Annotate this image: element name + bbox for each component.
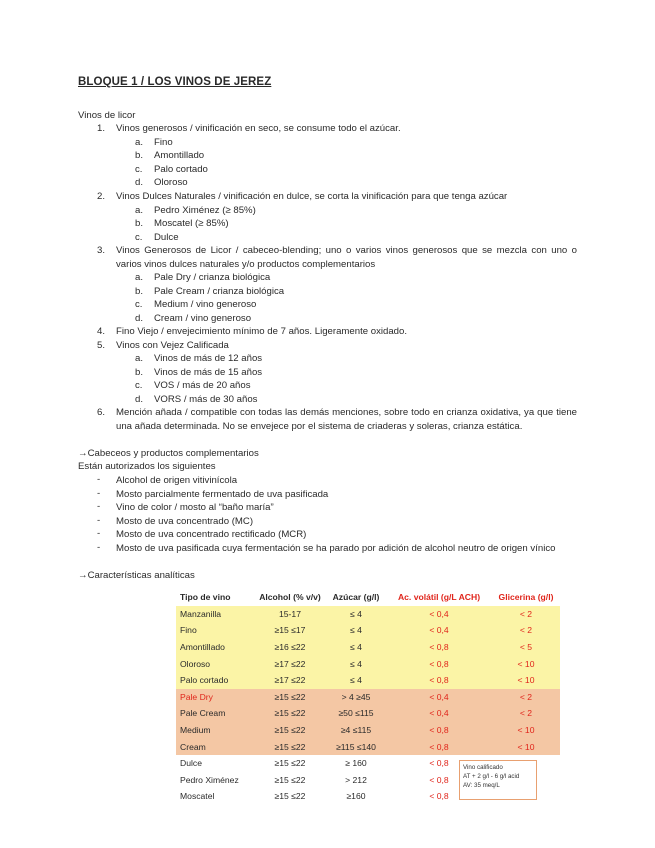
sublist-item: Vinos de más de 12 años xyxy=(154,353,263,364)
sublist-item: Pale Dry / crianza biológica xyxy=(154,272,271,283)
list-number: 3. xyxy=(97,245,106,256)
cell-type: Dulce xyxy=(176,755,254,772)
note-line: AV: 35 meq/L xyxy=(463,782,500,789)
cell-sugar: ≤ 4 xyxy=(326,622,386,639)
list-item: Mención añada / compatible con todas las demás menciones, sobre todo en crianza oxidativa, ya que tiene una añada determinada. No se envejece por el sistema de criaderas y soleras, crianza estática. xyxy=(116,407,577,432)
cell-volatile: < 0,8 xyxy=(386,772,492,789)
dash-bullet: - xyxy=(97,542,101,553)
table-note-box xyxy=(459,760,537,800)
cell-alcohol: ≥15 ≤22 xyxy=(254,705,326,722)
sublist-letter: a. xyxy=(135,205,144,216)
cell-glycerin: < 2 xyxy=(492,606,560,623)
column-header: Glicerina (g/l) xyxy=(492,589,560,606)
table-row xyxy=(176,689,560,706)
cell-sugar: > 212 xyxy=(326,772,386,789)
cell-volatile: < 0,4 xyxy=(386,606,492,623)
dash-item: Mosto de uva concentrado rectificado (MCR) xyxy=(116,529,307,540)
table-row xyxy=(176,722,560,739)
sublist-item: Oloroso xyxy=(154,177,188,188)
sublist-letter: d. xyxy=(135,313,144,324)
dash-item: Mosto de uva concentrado (MC) xyxy=(116,516,254,527)
cell-type: Fino xyxy=(176,622,254,639)
section-heading: Vinos de licor xyxy=(78,110,136,121)
table-row xyxy=(176,606,560,623)
list-item: Vinos con Vejez Calificada xyxy=(116,340,229,351)
sublist-letter: b. xyxy=(135,367,144,378)
dash-item: Mosto de uva pasificada cuya fermentación se ha parado por adición de alcohol neutro de origen vínico xyxy=(116,543,556,554)
table-row xyxy=(176,639,560,656)
cell-sugar: ≥160 xyxy=(326,788,386,805)
sublist-item: Cream / vino generoso xyxy=(154,313,252,324)
cell-type: Manzanilla xyxy=(176,606,254,623)
dash-item: Mosto parcialmente fermentado de uva pasificada xyxy=(116,489,329,500)
table-row xyxy=(176,738,560,755)
column-header: Alcohol (% v/v) xyxy=(254,589,326,606)
cell-sugar: ≤ 4 xyxy=(326,655,386,672)
sublist-item: Pale Cream / crianza biológica xyxy=(154,286,285,297)
cell-type: Pale Dry xyxy=(176,689,254,706)
sublist-item: Dulce xyxy=(154,232,179,243)
sublist-letter: a. xyxy=(135,137,144,148)
column-header: Tipo de vino xyxy=(176,589,254,606)
cell-sugar: ≤ 4 xyxy=(326,606,386,623)
sublist-letter: d. xyxy=(135,177,144,188)
cell-type: Amontillado xyxy=(176,639,254,656)
cell-glycerin: < 10 xyxy=(492,738,560,755)
cell-type: Moscatel xyxy=(176,788,254,805)
sublist-letter: b. xyxy=(135,150,144,161)
list-number: 5. xyxy=(97,340,106,351)
cell-volatile: < 0,8 xyxy=(386,722,492,739)
table-row xyxy=(176,672,560,689)
section-heading: →Características analíticas xyxy=(78,570,195,581)
list-item: Vinos Generosos de Licor / cabeceo-blending; uno o varios vinos generosos que se mezcla con uno o varios vinos dulces naturales y/o productos complementarios xyxy=(116,245,577,270)
cell-alcohol: ≥15 ≤22 xyxy=(254,722,326,739)
column-header: Ac. volátil (g/L ACH) xyxy=(386,589,492,606)
cell-type: Oloroso xyxy=(176,655,254,672)
cell-glycerin: < 10 xyxy=(492,672,560,689)
sublist-letter: b. xyxy=(135,218,144,229)
cell-sugar: ≥50 ≤115 xyxy=(326,705,386,722)
cell-volatile: < 0,4 xyxy=(386,622,492,639)
cell-alcohol: ≥15 ≤22 xyxy=(254,738,326,755)
list-item: Vinos generosos / vinificación en seco, se consume todo el azúcar. xyxy=(116,123,401,134)
sublist-item: VOS / más de 20 años xyxy=(154,380,251,391)
cell-type: Cream xyxy=(176,738,254,755)
list-number: 1. xyxy=(97,123,106,134)
cell-glycerin: < 5 xyxy=(492,639,560,656)
sublist-letter: c. xyxy=(135,164,143,175)
dash-bullet: - xyxy=(97,501,101,512)
sublist-letter: d. xyxy=(135,394,144,405)
cell-glycerin: < 10 xyxy=(492,722,560,739)
cell-alcohol: ≥15 ≤22 xyxy=(254,788,326,805)
cell-glycerin: < 10 xyxy=(492,655,560,672)
cell-volatile: < 0,8 xyxy=(386,738,492,755)
sublist-item: Pedro Ximénez (≥ 85%) xyxy=(154,205,256,216)
list-item: Vinos Dulces Naturales / vinificación en dulce, se corta la vinificación para que tenga azúcar xyxy=(116,191,508,202)
cell-alcohol: ≥17 ≤22 xyxy=(254,672,326,689)
page-title: BLOQUE 1 / LOS VINOS DE JEREZ xyxy=(78,76,272,88)
sublist-letter: a. xyxy=(135,353,144,364)
cell-glycerin: < 2 xyxy=(492,689,560,706)
cell-volatile: < 0,8 xyxy=(386,655,492,672)
sublist-item: VORS / más de 30 años xyxy=(154,394,258,405)
cell-sugar: ≤ 4 xyxy=(326,672,386,689)
sublist-letter: c. xyxy=(135,299,143,310)
cell-alcohol: ≥15 ≤22 xyxy=(254,689,326,706)
table-row xyxy=(176,655,560,672)
cell-volatile: < 0,4 xyxy=(386,705,492,722)
cell-sugar: ≥ 160 xyxy=(326,755,386,772)
cell-volatile: < 0,8 xyxy=(386,755,492,772)
sublist-letter: c. xyxy=(135,232,143,243)
list-number: 6. xyxy=(97,407,106,418)
note-line: AT + 2 g/l - 6 g/l acid xyxy=(463,773,520,780)
cell-volatile: < 0,8 xyxy=(386,788,492,805)
dash-bullet: - xyxy=(97,515,101,526)
cell-type: Pedro Ximénez xyxy=(176,772,254,789)
cell-alcohol: ≥15 ≤17 xyxy=(254,622,326,639)
sublist-item: Amontillado xyxy=(154,150,205,161)
note-line: Vino calificado xyxy=(463,764,503,771)
sublist-item: Vinos de más de 15 años xyxy=(154,367,263,378)
section-heading: →Cabeceos y productos complementarios xyxy=(78,448,259,459)
cell-alcohol: 15-17 xyxy=(254,606,326,623)
cell-sugar: ≤ 4 xyxy=(326,639,386,656)
dash-item: Vino de color / mosto al “baño maría” xyxy=(116,502,274,513)
sublist-item: Moscatel (≥ 85%) xyxy=(154,218,229,229)
dash-item: Alcohol de origen vitivinícola xyxy=(116,475,238,486)
dash-bullet: - xyxy=(97,528,101,539)
dash-bullet: - xyxy=(97,488,101,499)
table-row xyxy=(176,622,560,639)
sublist-letter: c. xyxy=(135,380,143,391)
cell-sugar: > 4 ≥45 xyxy=(326,689,386,706)
cell-alcohol: ≥15 ≤22 xyxy=(254,755,326,772)
cell-alcohol: ≥15 ≤22 xyxy=(254,772,326,789)
list-number: 2. xyxy=(97,191,106,202)
list-item: Fino Viejo / envejecimiento mínimo de 7 años. Ligeramente oxidado. xyxy=(116,326,408,337)
cell-sugar: ≥115 ≤140 xyxy=(326,738,386,755)
cell-volatile: < 0,8 xyxy=(386,672,492,689)
list-number: 4. xyxy=(97,326,106,337)
cell-glycerin: < 2 xyxy=(492,705,560,722)
cell-type: Medium xyxy=(176,722,254,739)
sublist-letter: b. xyxy=(135,286,144,297)
sublist-item: Fino xyxy=(154,137,173,148)
table-row xyxy=(176,705,560,722)
sublist-item: Medium / vino generoso xyxy=(154,299,257,310)
dash-bullet: - xyxy=(97,474,101,485)
cell-volatile: < 0,8 xyxy=(386,639,492,656)
cell-type: Pale Cream xyxy=(176,705,254,722)
cell-volatile: < 0,4 xyxy=(386,689,492,706)
cell-glycerin: < 2 xyxy=(492,622,560,639)
sublist-item: Palo cortado xyxy=(154,164,208,175)
cell-alcohol: ≥17 ≤22 xyxy=(254,655,326,672)
section-heading: Están autorizados los siguientes xyxy=(78,461,216,472)
sublist-letter: a. xyxy=(135,272,144,283)
column-header: Azúcar (g/l) xyxy=(326,589,386,606)
cell-sugar: ≥4 ≤115 xyxy=(326,722,386,739)
cell-type: Palo cortado xyxy=(176,672,254,689)
cell-alcohol: ≥16 ≤22 xyxy=(254,639,326,656)
